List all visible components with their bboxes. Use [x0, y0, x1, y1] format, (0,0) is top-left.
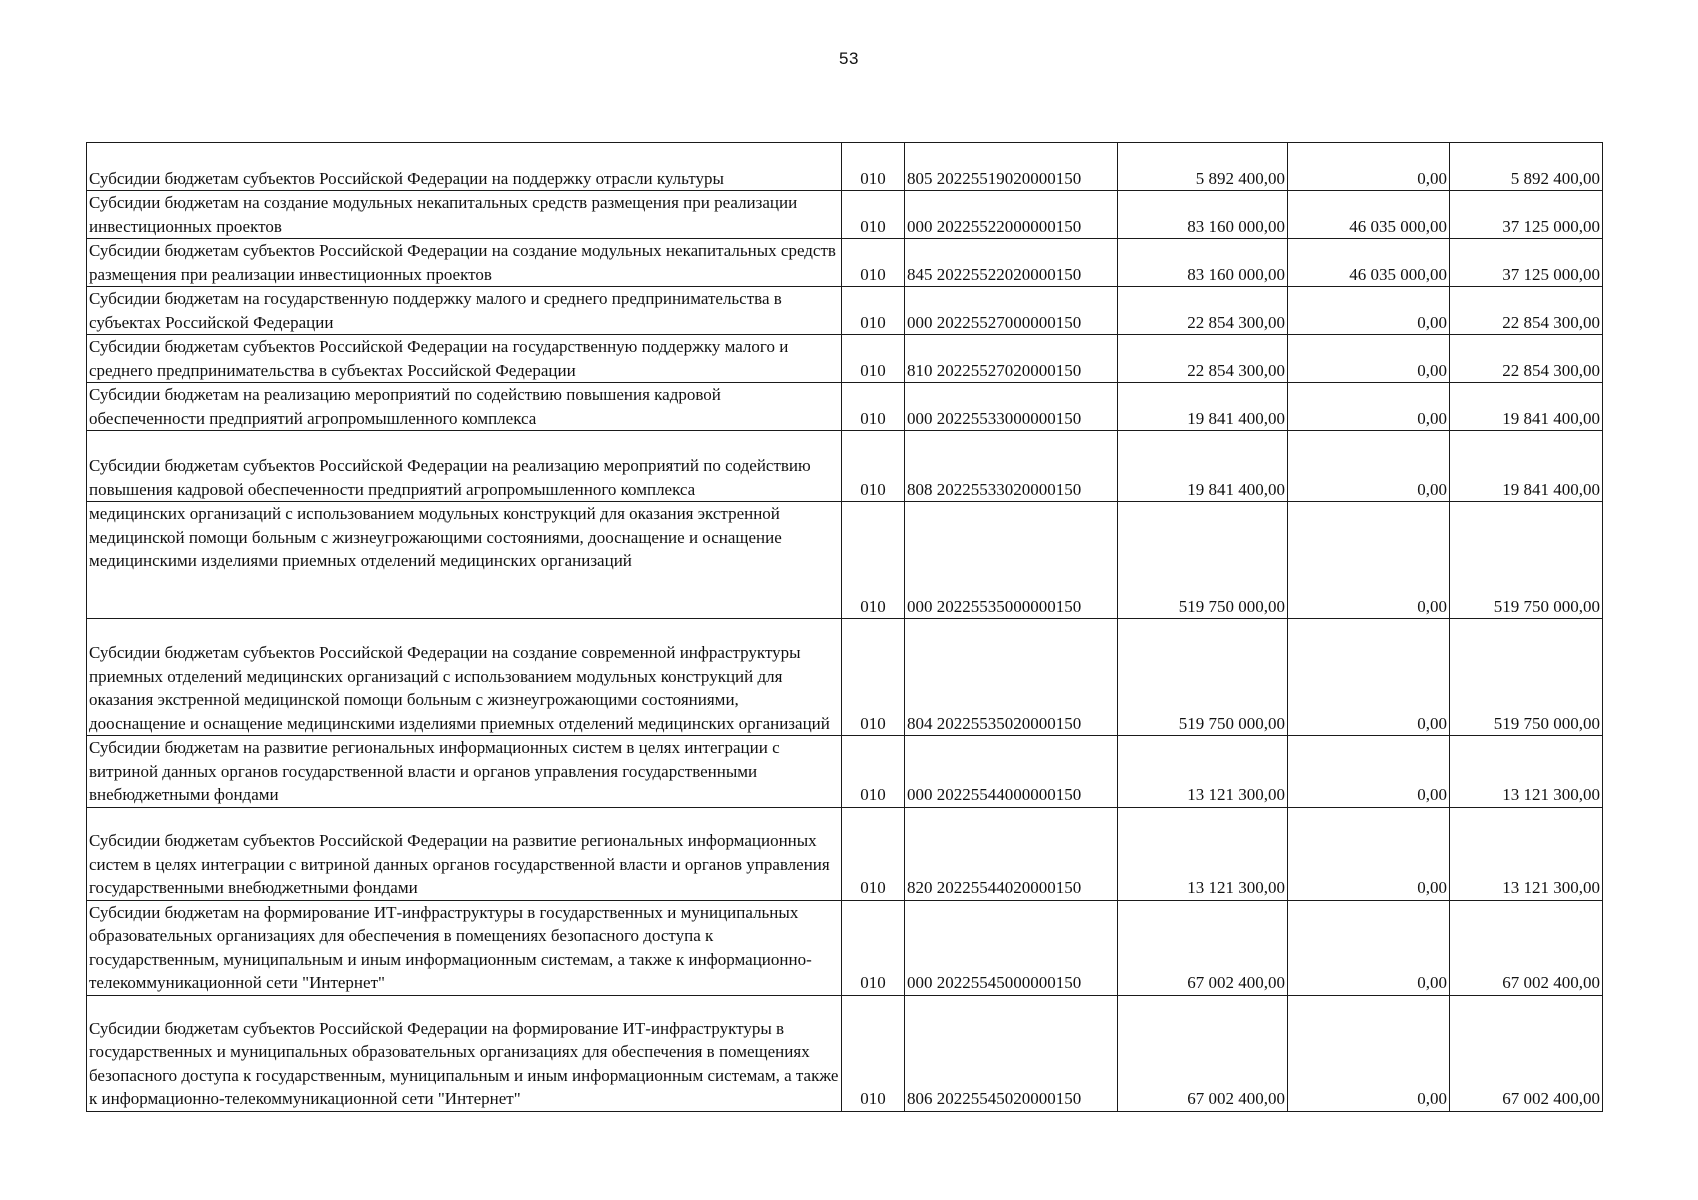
row-name-cell: медицинских организаций с использованием модульных конструкций для оказания экстренной медицинской помощи больным с жизнеугрожающими состояниями, дооснащение и оснащение медицинскими изделиями приемных отделений медицинских организаций	[87, 502, 842, 619]
table-row	[87, 335, 1603, 383]
table-row	[87, 807, 1603, 900]
row-code-cell: 010	[842, 239, 905, 287]
row-kbk-cell: 845 20225522020000150	[905, 239, 1118, 287]
row-code-cell: 010	[842, 807, 905, 900]
row-plan-cell: 22 854 300,00	[1118, 287, 1288, 335]
row-total-cell: 13 121 300,00	[1450, 807, 1603, 900]
row-kbk-cell: 000 20225533000000150	[905, 383, 1118, 431]
row-plan-cell: 83 160 000,00	[1118, 191, 1288, 239]
row-plan-cell: 13 121 300,00	[1118, 807, 1288, 900]
row-code-cell: 010	[842, 900, 905, 995]
row-kbk-cell: 820 20225544020000150	[905, 807, 1118, 900]
row-name-cell: Субсидии бюджетам на государственную поддержку малого и среднего предпринимательства в субъектах Российской Федерации	[87, 287, 842, 335]
row-change-cell: 0,00	[1288, 143, 1450, 191]
row-kbk-cell: 000 20225544000000150	[905, 736, 1118, 808]
row-name-cell: Субсидии бюджетам на формирование ИТ-инфраструктуры в государственных и муниципальных образовательных организациях для обеспечения в помещениях безопасного доступа к государственным, муниципальным и иным информационным системам, а также к информационно-телекоммуникационной сети "Интернет"	[87, 900, 842, 995]
row-change-cell: 0,00	[1288, 900, 1450, 995]
row-name-cell: Субсидии бюджетам субъектов Российской Федерации на поддержку отрасли культуры	[87, 143, 842, 191]
row-kbk-cell: 810 20225527020000150	[905, 335, 1118, 383]
row-total-cell: 19 841 400,00	[1450, 383, 1603, 431]
row-plan-cell: 67 002 400,00	[1118, 995, 1288, 1111]
table-row	[87, 995, 1603, 1111]
row-change-cell: 46 035 000,00	[1288, 239, 1450, 287]
row-name-cell: Субсидии бюджетам на создание модульных некапитальных средств размещения при реализации инвестиционных проектов	[87, 191, 842, 239]
row-plan-cell: 5 892 400,00	[1118, 143, 1288, 191]
row-plan-cell: 83 160 000,00	[1118, 239, 1288, 287]
table-row	[87, 736, 1603, 808]
row-total-cell: 22 854 300,00	[1450, 335, 1603, 383]
row-plan-cell: 19 841 400,00	[1118, 383, 1288, 431]
table-row	[87, 431, 1603, 502]
row-code-cell: 010	[842, 736, 905, 808]
row-kbk-cell: 804 20225535020000150	[905, 619, 1118, 736]
table-row	[87, 143, 1603, 191]
row-name-cell: Субсидии бюджетам субъектов Российской Федерации на развитие региональных информационных систем в целях интеграции с витриной данных органов государственной власти и органов управления государственными внебюджетными фондами	[87, 807, 842, 900]
row-total-cell: 519 750 000,00	[1450, 502, 1603, 619]
row-code-cell: 010	[842, 431, 905, 502]
budget-revenue-table	[86, 142, 1603, 1112]
row-code-cell: 010	[842, 335, 905, 383]
row-total-cell: 22 854 300,00	[1450, 287, 1603, 335]
row-plan-cell: 519 750 000,00	[1118, 502, 1288, 619]
row-plan-cell: 13 121 300,00	[1118, 736, 1288, 808]
row-kbk-cell: 000 20225522000000150	[905, 191, 1118, 239]
table-row	[87, 191, 1603, 239]
row-kbk-cell: 806 20225545020000150	[905, 995, 1118, 1111]
row-change-cell: 46 035 000,00	[1288, 191, 1450, 239]
row-plan-cell: 19 841 400,00	[1118, 431, 1288, 502]
row-change-cell: 0,00	[1288, 995, 1450, 1111]
row-code-cell: 010	[842, 995, 905, 1111]
table-row	[87, 619, 1603, 736]
row-total-cell: 519 750 000,00	[1450, 619, 1603, 736]
row-name-cell: Субсидии бюджетам субъектов Российской Федерации на государственную поддержку малого и среднего предпринимательства в субъектах Российской Федерации	[87, 335, 842, 383]
row-total-cell: 67 002 400,00	[1450, 995, 1603, 1111]
row-plan-cell: 67 002 400,00	[1118, 900, 1288, 995]
row-kbk-cell: 000 20225535000000150	[905, 502, 1118, 619]
row-total-cell: 37 125 000,00	[1450, 239, 1603, 287]
row-total-cell: 19 841 400,00	[1450, 431, 1603, 502]
row-change-cell: 0,00	[1288, 287, 1450, 335]
row-change-cell: 0,00	[1288, 502, 1450, 619]
row-total-cell: 13 121 300,00	[1450, 736, 1603, 808]
row-code-cell: 010	[842, 143, 905, 191]
row-code-cell: 010	[842, 191, 905, 239]
row-name-cell: Субсидии бюджетам субъектов Российской Федерации на реализацию мероприятий по содействию повышения кадровой обеспеченности предприятий агропромышленного комплекса	[87, 431, 842, 502]
row-kbk-cell: 805 20225519020000150	[905, 143, 1118, 191]
row-name-cell: Субсидии бюджетам субъектов Российской Федерации на создание модульных некапитальных средств размещения при реализации инвестиционных проектов	[87, 239, 842, 287]
row-kbk-cell: 000 20225545000000150	[905, 900, 1118, 995]
row-code-cell: 010	[842, 287, 905, 335]
row-total-cell: 67 002 400,00	[1450, 900, 1603, 995]
row-change-cell: 0,00	[1288, 736, 1450, 808]
row-change-cell: 0,00	[1288, 335, 1450, 383]
row-kbk-cell: 808 20225533020000150	[905, 431, 1118, 502]
row-change-cell: 0,00	[1288, 383, 1450, 431]
row-kbk-cell: 000 20225527000000150	[905, 287, 1118, 335]
page-number: 53	[839, 49, 859, 68]
row-name-cell: Субсидии бюджетам на развитие региональных информационных систем в целях интеграции с витриной данных органов государственной власти и органов управления государственными внебюджетными фондами	[87, 736, 842, 808]
row-change-cell: 0,00	[1288, 619, 1450, 736]
row-change-cell: 0,00	[1288, 431, 1450, 502]
table-row	[87, 383, 1603, 431]
row-name-cell: Субсидии бюджетам субъектов Российской Федерации на создание современной инфраструктуры приемных отделений медицинских организаций с использованием модульных конструкций для оказания экстренной медицинской помощи больным с жизнеугрожающими состояниями, дооснащение и оснащение медицинскими изделиями приемных отделений медицинских организаций	[87, 619, 842, 736]
row-total-cell: 37 125 000,00	[1450, 191, 1603, 239]
table-row	[87, 502, 1603, 619]
row-code-cell: 010	[842, 502, 905, 619]
row-total-cell: 5 892 400,00	[1450, 143, 1603, 191]
row-code-cell: 010	[842, 619, 905, 736]
row-plan-cell: 519 750 000,00	[1118, 619, 1288, 736]
row-name-cell: Субсидии бюджетам на реализацию мероприятий по содействию повышения кадровой обеспеченности предприятий агропромышленного комплекса	[87, 383, 842, 431]
row-change-cell: 0,00	[1288, 807, 1450, 900]
row-code-cell: 010	[842, 383, 905, 431]
table-row	[87, 239, 1603, 287]
table-row	[87, 287, 1603, 335]
row-name-cell: Субсидии бюджетам субъектов Российской Федерации на формирование ИТ-инфраструктуры в государственных и муниципальных образовательных организациях для обеспечения в помещениях безопасного доступа к государственным, муниципальным и иным информационным системам, а также к информационно-телекоммуникационной сети "Интернет"	[87, 995, 842, 1111]
row-plan-cell: 22 854 300,00	[1118, 335, 1288, 383]
table-row	[87, 900, 1603, 995]
